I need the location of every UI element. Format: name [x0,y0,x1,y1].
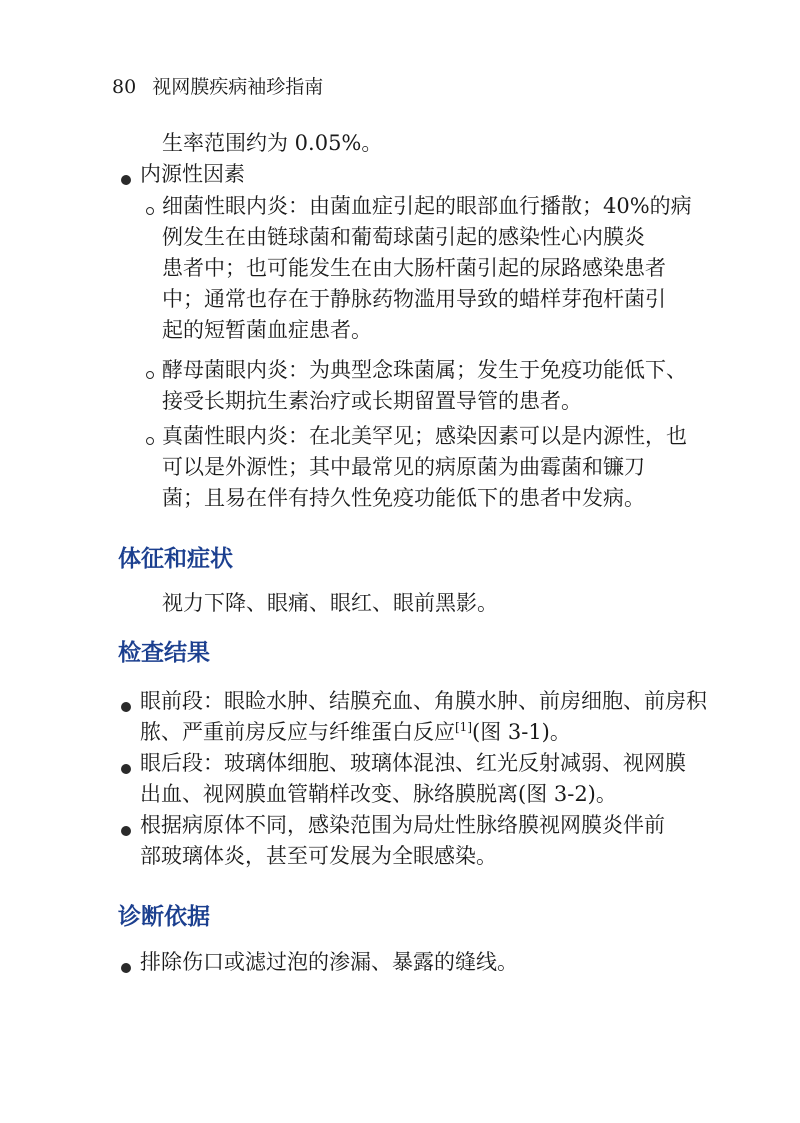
bullet-dot-icon [121,826,131,836]
bullet-dot-icon [121,702,131,712]
citation-ref[interactable]: [1] [455,720,472,734]
bullet-circle-icon [146,437,154,445]
bullet-circle-icon [146,207,154,215]
section-heading-signs: 体征和症状 [118,546,233,572]
bullet-dot-icon [121,175,131,185]
signs-text: 视力下降、眼痛、眼红、眼前黑影。 [162,591,498,615]
bullet-dot-icon [121,963,131,973]
book-title: 视网膜疾病袖珍指南 [152,76,324,98]
bullet-circle-icon [146,371,154,379]
page-number: 80 [112,76,137,98]
endogenous-label: 内源性因素 [140,162,245,186]
running-header [112,72,323,99]
endogenous-item-fungal: 真菌性眼内炎：在北美罕见；感染因素可以是内源性，也 可以是外源性；其中最常见的病原菌为曲霉菌和镰刀 菌；且易在伴有持久性免疫功能低下的患者中发病。 [162,424,687,510]
section-heading-exam: 检查结果 [118,640,210,666]
exam-item-extent: 根据病原体不同，感染范围为局灶性脉络膜视网膜炎伴前 部玻璃体炎，甚至可发展为全眼感染。 [140,813,665,868]
exam-item-anterior: 眼前段：眼睑水肿、结膜充血、角膜水肿、前房细胞、前房积 脓、严重前房反应与纤维蛋白反应[1](图 3-1)。 [140,689,707,744]
diagnosis-item: 排除伤口或滤过泡的渗漏、暴露的缝线。 [140,950,518,974]
section-heading-diagnosis: 诊断依据 [118,904,210,930]
intro-continuation: 生率范围约为 0.05%。 [162,131,383,155]
endogenous-item-yeast: 酵母菌眼内炎：为典型念珠菌属；发生于免疫功能低下、 接受长期抗生素治疗或长期留置导管的患者。 [162,358,687,413]
exam-item-posterior: 眼后段：玻璃体细胞、玻璃体混浊、红光反射减弱、视网膜 出血、视网膜血管鞘样改变、脉络膜脱离(图 3-2)。 [140,751,686,806]
endogenous-item-bacterial: 细菌性眼内炎：由菌血症引起的眼部血行播散；40%的病 例发生在由链球菌和葡萄球菌引起的感染性心内膜炎 患者中；也可能发生在由大肠杆菌引起的尿路感染患者 中；通常也存在于静脉药物滥用导致的蜡样芽孢杆菌引 起的短暂菌血症患者。 [162,194,692,342]
bullet-dot-icon [121,764,131,774]
